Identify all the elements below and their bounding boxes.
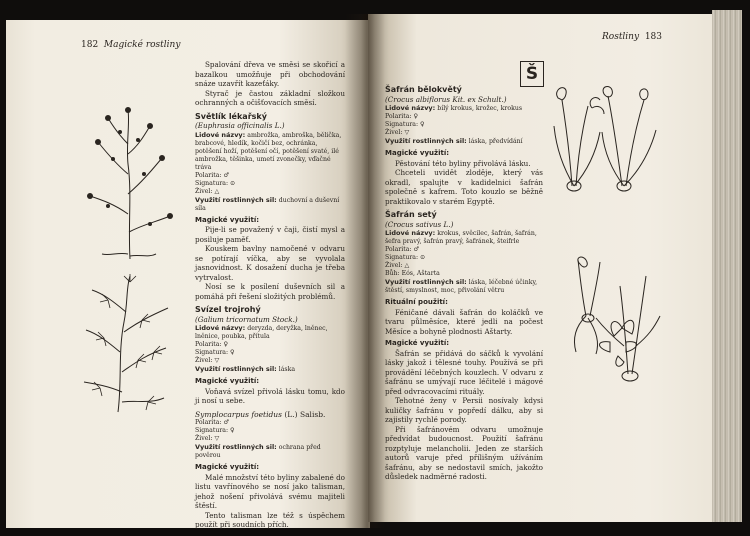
left-running-header xyxy=(81,40,180,50)
entry-use: Využití rostlinných sil: ochrana před pověrou xyxy=(195,443,321,459)
entry-signature: Signatura: ♀ xyxy=(385,121,425,128)
entry-signature: Signatura: ⊙ xyxy=(385,254,426,261)
entry-ritual-paragraph: Féničané dávali šafrán do koláčků ve tvaru půlměsíce, které jedli na počest Měsíce a bohyně plodnosti Aštarty. xyxy=(385,307,543,336)
entry-magic-paragraph: Pije-li se považený v čaji, čistí mysl a posiluje paměť. xyxy=(195,225,345,244)
entry-element: Živel: ▽ xyxy=(195,357,220,364)
section-letter: Š xyxy=(520,61,544,87)
left-text-column xyxy=(195,60,345,530)
entry-element: Živel: ▽ xyxy=(195,435,220,442)
entry-magic-heading: Magické využití: xyxy=(195,377,260,385)
entry-polarity: Polarita: ♂ xyxy=(195,419,230,426)
entry-latin-name: (Crocus sativus L.) xyxy=(385,219,454,229)
entry-title: Symplocarpus foetidus (L.) Salisb. xyxy=(195,409,326,419)
left-page-number: 182 xyxy=(81,40,99,50)
entry-folk-names: Lidové názvy: krokus, svěcilec, šafrán, šafrán, šefra pravý, šafrán pravý, šafránek, šteifrle xyxy=(385,229,537,245)
entry-folk-names: Lidové názvy: bílý krokus, krožec, krokus xyxy=(385,104,523,112)
entry-magic-paragraph: Voňavá svízel přivolá lásku tomu, kdo ji nosí u sebe. xyxy=(195,386,345,405)
entry-magic-paragraph: Pěstování této byliny přivolává lásku. xyxy=(395,158,531,168)
entry-magic-paragraph: Šafrán se přidává do sáčků k vyvolání lásky jakož i tělesné touhy. Používá se při provádění léčebných kouzlech. V odvaru z šafránu se umývají ruce léčitelé i mágové před odvracovacími rituály. xyxy=(385,348,543,396)
illustration-galium xyxy=(78,272,182,416)
entry-magic-heading: Magické využití: xyxy=(385,149,450,157)
entry-magic-heading: Magické využití: xyxy=(195,215,260,224)
entry-magic-heading: Magické využití: xyxy=(385,339,450,347)
entry-polarity: Polarita: ♀ xyxy=(385,113,418,120)
right-running-title: Rostliny xyxy=(602,32,640,42)
book-spine-shadow xyxy=(345,14,385,528)
entry-use: Využití rostlinných sil: láska, léčebné účinky, štěstí, smyslnost, moc, přivolání větru xyxy=(385,278,538,294)
entry-latin-name: (Galium tricornatum Stock.) xyxy=(195,314,298,324)
entry-latin-name: (Euphrasia officinalis L.) xyxy=(195,121,285,130)
entry-element: Živel: △ xyxy=(385,262,410,269)
right-page-number: 183 xyxy=(644,32,662,42)
entry-deity: Bůh: Eós, Aštarta xyxy=(385,270,440,277)
intro-paragraph-1: Spalování dřeva ve směsi se skořicí a bazalkou umožňuje při obchodování snáze uzavřít kazeťáky. xyxy=(195,60,345,88)
entry-signature: Signatura: ♀ xyxy=(195,349,235,356)
entry-element: Živel: △ xyxy=(195,187,220,195)
entry-magic-paragraph: Tento talisman lze též s úspěchem použít při soudních přích. xyxy=(195,510,345,529)
right-text-column xyxy=(385,85,543,482)
illustration-crocus-sativus xyxy=(566,256,662,386)
entry-magic-paragraph: Chceteli uvidět zloděje, který vás okradl, spalujte v kadidelnici šafrán společně s kafrem. Toto kouzlo se běžně praktikovalo v starém Egyptě. xyxy=(385,168,543,206)
entry-magic-heading: Magické využití: xyxy=(195,463,260,471)
entry-magic-paragraph: Při šafránovém odvaru umožnuje předvídat budoucnost. Použití šafránu rozptyluje melancholii. Jeden ze starších autorů varuje před přílišným užíváním šafránu, aby se nedostavil smích, jakožto důsledek nadměrné radosti. xyxy=(385,424,543,481)
page-edges xyxy=(712,10,742,522)
entry-use: Využití rostlinných sil: duchovní a duševní síla xyxy=(195,195,340,212)
entry-folk-names: Lidové názvy: ambrožka, ambroška, bělička, brabcové, hledík, kočičí bez, ochránka, potěšení hoží, potěšení očí, potěšení svaté, ilé ambrožka, těšinka, umetí zvonečky, vďačné tráva xyxy=(195,130,342,171)
entry-folk-names: Lidové názvy: deryzda, deryžka, lněnec, lněnice, poubka, přítula xyxy=(195,324,328,340)
entry-signature: Signatura: ⊙ xyxy=(195,179,236,187)
entry-title: Šafrán bělokvětý xyxy=(385,85,462,94)
entry-magic-paragraph: Tehotné ženy v Persii nosívaly kdysi kuličky šafránu v popředí dálku, aby si zajistily rychlé porody. xyxy=(385,396,543,424)
entry-polarity: Polarita: ♂ xyxy=(195,171,230,179)
right-running-header xyxy=(602,32,662,42)
entry-magic-paragraph: Nosí se k posílení duševních sil a pomáhá při řešení složitých problémů. xyxy=(195,282,345,301)
left-running-title: Magické rostliny xyxy=(103,40,181,50)
entry-title: Světlík lékařský xyxy=(195,111,267,121)
entry-element: Živel: ▽ xyxy=(385,129,410,136)
entry-signature: Signatura: ♀ xyxy=(195,427,235,434)
entry-use: Využití rostlinných sil: láska xyxy=(195,365,296,373)
entry-latin-name: (Crocus albiflorus Kit. ex Schult.) xyxy=(385,94,507,104)
entry-magic-paragraph: Kouskem bavlny namočené v odvaru se potírají víčka, aby se vyvolala jasnovidnost. K dosažení ducha je třeba vytrvalost. xyxy=(195,244,345,282)
intro-paragraph-2: Styrač je častou základní složkou ochranných a očišťovacích směsí. xyxy=(195,88,345,107)
entry-polarity: Polarita: ♂ xyxy=(385,246,420,253)
entry-ritual-heading: Rituální použití: xyxy=(385,298,448,306)
illustration-euphrasia xyxy=(78,104,182,264)
entry-polarity: Polarita: ♀ xyxy=(195,341,228,348)
entry-use: Využití rostlinných sil: láska, předvídání xyxy=(385,137,523,145)
entry-title: Šafrán setý xyxy=(385,210,437,219)
entry-magic-paragraph: Malé množství této byliny zabalené do listu vavřínového se nosí jako talisman, jehož nošení přivolává svému majiteli štěstí. xyxy=(195,472,345,510)
entry-title: Svízel trojrohý xyxy=(195,305,261,314)
illustration-crocus-albiflorus xyxy=(552,86,662,196)
